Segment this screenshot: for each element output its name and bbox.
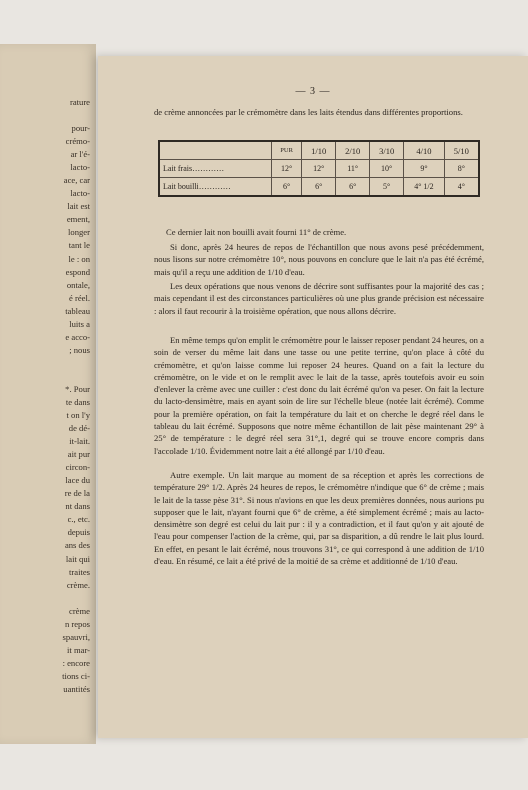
table-cell: 12° (272, 160, 302, 178)
left-page-line: rature (69, 97, 90, 107)
left-page (0, 44, 96, 744)
paragraph: Si donc, après 24 heures de repos de l'échantillon que nous avons pesé précédemment, nous lisons sur notre crémomètre 10°, nous pouvons en conclure que le lait n'a pas été écrémé, mais qu'il a reçu une addition de 1/10 d'eau. (154, 242, 484, 277)
left-page-line: crème. (66, 579, 90, 590)
left-page-line: pour- (71, 123, 90, 134)
left-page-line: ar l'é- (70, 149, 90, 160)
left-page-line: *. Pour (65, 383, 90, 394)
table-cell: 11° (336, 160, 370, 178)
left-page-line: uantités (63, 683, 90, 694)
table-header: 4/10 (404, 141, 445, 160)
left-page-line: n repos (64, 618, 90, 629)
left-page-line: re de la (64, 488, 90, 499)
intro-text: de crème annoncées par le crémomètre dans les laits étendus dans différentes proportions. (154, 107, 463, 117)
left-page-line: ait pur (67, 449, 90, 460)
left-page-line: spauvri, (62, 631, 90, 642)
left-page-line: depuis (67, 527, 90, 538)
left-page-line: espond (65, 266, 90, 277)
left-page-line: e acco- (65, 331, 90, 342)
left-page-line (0, 109, 90, 122)
left-page-line (0, 592, 90, 605)
table-cell: 6° (302, 178, 336, 197)
paragraph: En même temps qu'on emplit le crémomètre pour le laisser reposer pendant 24 heures, on a soin de verser du même lait dans une tasse ou une petite terrine, qu'on place à côté du crémomètre, et qu'on laisse comme lui reposer 24 heures. Quand on a fait la lecture du crémomètre, on le vide et on le remplit avec le lait de la tasse, après toutefois avoir eu soin d'enlever la crème avec une cuiller : c'est donc du lait écrémé qu'on va peser. On fait la lecture du lacto-densimètre, mais en ayant soin de lire sur l'échelle bleue (notée lait écrémé). Comme pour la première opération, on fait la température du lait et on cherche le degré réel dans le tableau du lait écrémé. Supposons que notre même échantillon de lait pèse maintenant 29° à 25° de température : le degré réel sera 31°,1, degré qui se trouve encore compris dans l'accolade 1/10. Évidemment notre lait a été allongé par 1/10 d'eau. (154, 335, 484, 456)
left-page-line: lace du (65, 475, 90, 486)
row-label: Lait bouilli………… (159, 178, 272, 197)
table-row (159, 160, 479, 178)
left-page-line: longer (68, 227, 90, 238)
table-row (159, 178, 479, 197)
left-page-line: de dé- (68, 423, 90, 434)
table-cell: 6° (336, 178, 370, 197)
left-page-line: ontale, (66, 279, 90, 290)
table-cell: 9° (404, 160, 445, 178)
left-page-line: crème (69, 605, 90, 616)
left-page-line: é réel. (69, 292, 90, 303)
table-cell: 4° (444, 178, 479, 197)
cream-table (158, 140, 480, 197)
table-header: 1/10 (302, 141, 336, 160)
right-page (98, 56, 528, 738)
left-page-line (0, 357, 90, 370)
paragraph: Autre exemple. Un lait marque au moment de sa réception et après les corrections de température 29° 1/2. Après 24 heures de repos, le crémomètre n'indique que 6° de crème ; mais le lait de la tasse pèse 31°. Si nous n'avions en que les deux premières données, nous aurions pu supposer que le lait, n'ayant fourni que 6° de crème, a été simplement écrémé ; mais au lacto-densimètre son degré est celui du lait pur : il y a contradiction, et il faut qu'on y ait ajouté de l'eau pour compenser l'action de la crème, qui, par sa disparition, a dû rendre le lait plus lourd. En effet, en pesant le lait écrémé, nous trouvons 31°, ce qui correspond à une addition de 1/10 d'eau. En résumé, ce lait a été privé de la moitié de sa crème et additionné de 1/10 d'eau. (154, 470, 484, 567)
left-page-line: circon- (65, 462, 90, 473)
left-page-line: it mar- (67, 644, 90, 655)
table-cell: 4° 1/2 (404, 178, 445, 197)
left-page-line (0, 370, 90, 383)
left-page-line: luits a (69, 318, 90, 329)
table-corner (159, 141, 272, 160)
left-page-line: c., etc. (67, 514, 90, 525)
left-page-line: ace, car (63, 175, 90, 186)
table-header: PUR (272, 141, 302, 160)
table-cell: 12° (302, 160, 336, 178)
table-cell: 10° (370, 160, 404, 178)
left-page-line: ans des (64, 540, 90, 551)
table-header: 3/10 (370, 141, 404, 160)
left-page-line: tant le (68, 240, 90, 251)
table-header-row (159, 141, 479, 160)
row-label: Lait frais………… (159, 160, 272, 178)
table-cell: 6° (272, 178, 302, 197)
left-page-line: lait est (67, 201, 90, 212)
left-page-line: lacto- (70, 162, 90, 173)
left-page-line: nt dans (65, 501, 90, 512)
left-page-line: t on l'y (66, 409, 90, 420)
table-cell: 5° (370, 178, 404, 197)
left-page-line: tableau (65, 305, 90, 316)
left-page-line: ement, (66, 214, 90, 225)
left-page-line: te dans (65, 396, 90, 407)
table-note: Ce dernier lait non bouilli avait fourni 11° de crème. (166, 227, 347, 237)
table-header: 2/10 (336, 141, 370, 160)
left-page-line: it-lait. (69, 436, 90, 447)
left-page-line: lait qui (65, 553, 90, 564)
table-cell: 8° (444, 160, 479, 178)
left-page-line: traites (69, 566, 90, 577)
paragraph: Les deux opérations que nous venons de décrire sont suffisantes pour la majorité des cas ; mais cependant il est des circonstances particulières où une plus grande précision est nécessaire : alors il faut recourir à la troisième opération, que nous allons décrire. (154, 281, 484, 316)
left-page-line: tions ci- (62, 670, 90, 681)
left-page-line: crémo- (65, 136, 90, 147)
left-page-line: ; nous (69, 344, 90, 355)
left-page-text (0, 96, 90, 696)
page-number: — 3 — (295, 86, 331, 97)
left-page-line: lacto- (70, 188, 90, 199)
table-header: 5/10 (444, 141, 479, 160)
left-page-line: : encore (62, 657, 90, 668)
left-page-line: le : on (68, 253, 90, 264)
